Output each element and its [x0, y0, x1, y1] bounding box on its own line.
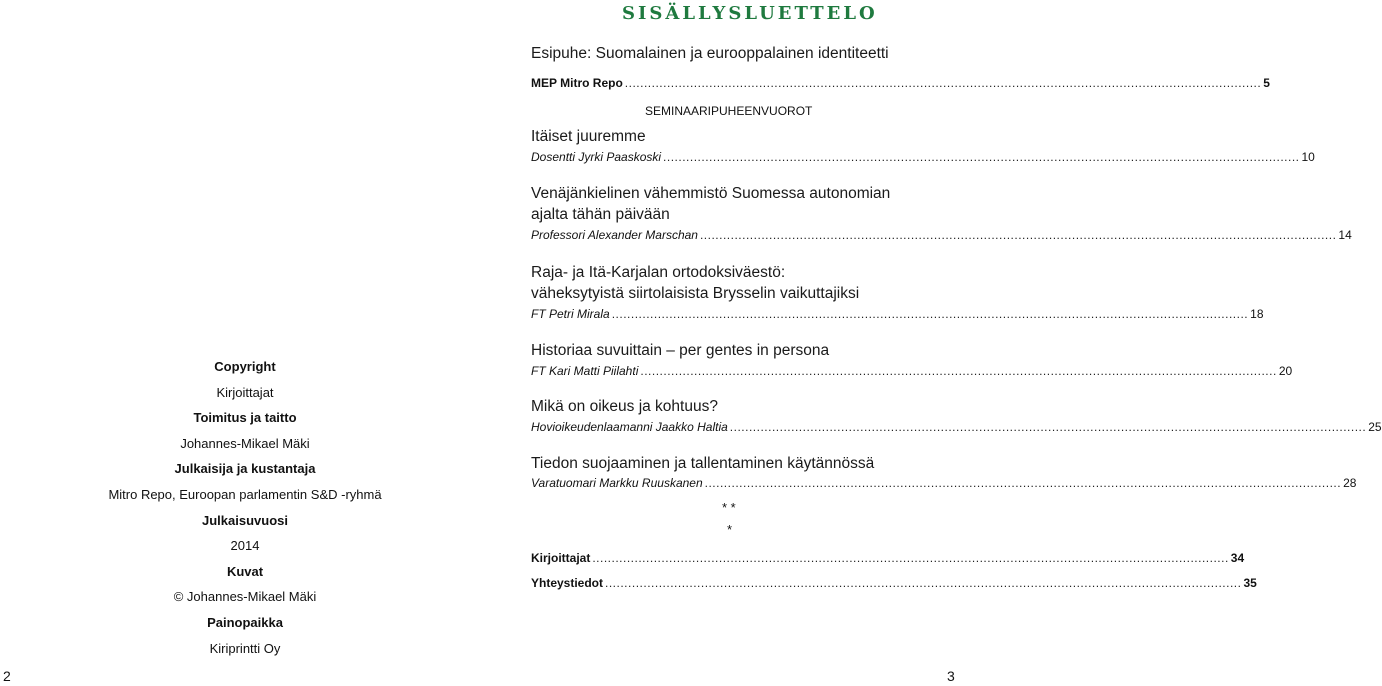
dot-leader: ......................................................................................................................................................................: [663, 150, 1300, 164]
toc-author: Dosentti Jyrki Paaskoski: [531, 150, 662, 164]
colophon-line: 2014: [230, 538, 260, 554]
dot-leader: ......................................................................................................................................................................: [704, 476, 1342, 490]
colophon-line: Painopaikka: [207, 614, 283, 630]
toc-row-appendix[interactable]: [531, 576, 1257, 590]
separator-star: *: [727, 522, 733, 537]
toc-row[interactable]: [531, 307, 1264, 321]
toc-page: 14: [1338, 228, 1352, 242]
dot-leader: ......................................................................................................................................................................: [640, 364, 1277, 378]
toc-author: Professori Alexander Marschan: [531, 228, 698, 242]
toc-entry-title: Itäiset juuremme: [531, 128, 646, 145]
dot-leader: ......................................................................................................................................................................: [699, 228, 1337, 242]
toc-page: 18: [1250, 307, 1264, 321]
colophon-line: Kiriprintti Oy: [209, 640, 281, 656]
toc-page: 10: [1301, 150, 1315, 164]
toc-row[interactable]: [531, 228, 1352, 242]
separator-stars: * *: [722, 500, 736, 515]
dot-leader: ......................................................................................................................................................................: [605, 576, 1242, 590]
toc-row[interactable]: [531, 476, 1357, 490]
toc-entry-title: väheksytyistä siirtolaisista Brysselin vaikuttajiksi: [531, 285, 860, 302]
toc-page: 20: [1278, 364, 1293, 378]
colophon-line: Kuvat: [226, 563, 264, 579]
toc-page: 25: [1368, 420, 1382, 434]
toc-page: 35: [1243, 576, 1257, 590]
toc-author: Yhteystiedot: [531, 576, 604, 590]
toc-title: SISÄLLYSLUETTELO: [622, 3, 878, 24]
section-heading: SEMINAARIPUHEENVUOROT: [645, 104, 813, 118]
toc-entry-title: ajalta tähän päivään: [531, 206, 670, 223]
toc-entry-title: Raja- ja Itä-Karjalan ortodoksiväestö:: [531, 264, 786, 281]
colophon: [60, 354, 430, 661]
toc-author: FT Petri Mirala: [531, 307, 610, 321]
toc-row-appendix[interactable]: [531, 551, 1245, 565]
colophon-line: Toimitus ja taitto: [193, 410, 297, 426]
page-number-right: 3: [947, 668, 955, 684]
colophon-line: Kirjoittajat: [216, 384, 274, 400]
toc-author: FT Kari Matti Piilahti: [531, 364, 639, 378]
page-number-left: 2: [3, 668, 11, 684]
toc-row[interactable]: [531, 364, 1293, 378]
toc-entry-title: Tiedon suojaaminen ja tallentaminen käytännössä: [531, 455, 875, 472]
colophon-line: © Johannes-Mikael Mäki: [173, 589, 317, 605]
dot-leader: ......................................................................................................................................................................: [592, 551, 1229, 565]
dot-leader: ......................................................................................................................................................................: [729, 420, 1367, 434]
colophon-line: Julkaisija ja kustantaja: [174, 461, 316, 477]
colophon-line: Julkaisuvuosi: [202, 512, 288, 528]
toc-author: Varatuomari Markku Ruuskanen: [531, 476, 703, 490]
toc-page: 5: [1263, 76, 1270, 90]
colophon-line: Mitro Repo, Euroopan parlamentin S&D -ryhmä: [108, 486, 382, 502]
dot-leader: ......................................................................................................................................................................: [624, 76, 1262, 90]
toc-entry-title: Historiaa suvuittain – per gentes in persona: [531, 342, 830, 359]
toc-page: 28: [1343, 476, 1357, 490]
colophon-line: Johannes-Mikael Mäki: [180, 435, 310, 451]
colophon-line: Copyright: [214, 359, 276, 374]
toc-row-preface[interactable]: [531, 76, 1270, 90]
preface-heading: Esipuhe: Suomalainen ja eurooppalainen identiteetti: [531, 45, 889, 62]
toc-author: Kirjoittajat: [531, 551, 591, 565]
toc-row[interactable]: [531, 150, 1315, 164]
toc-row[interactable]: [531, 420, 1382, 434]
toc-author: Hovioikeudenlaamanni Jaakko Haltia: [531, 420, 728, 434]
toc-entry-title: Venäjänkielinen vähemmistö Suomessa autonomian: [531, 185, 891, 202]
toc-entry-title: Mikä on oikeus ja kohtuus?: [531, 398, 718, 415]
dot-leader: ......................................................................................................................................................................: [611, 307, 1249, 321]
toc-author: MEP Mitro Repo: [531, 76, 623, 90]
toc-page: 34: [1230, 551, 1245, 565]
